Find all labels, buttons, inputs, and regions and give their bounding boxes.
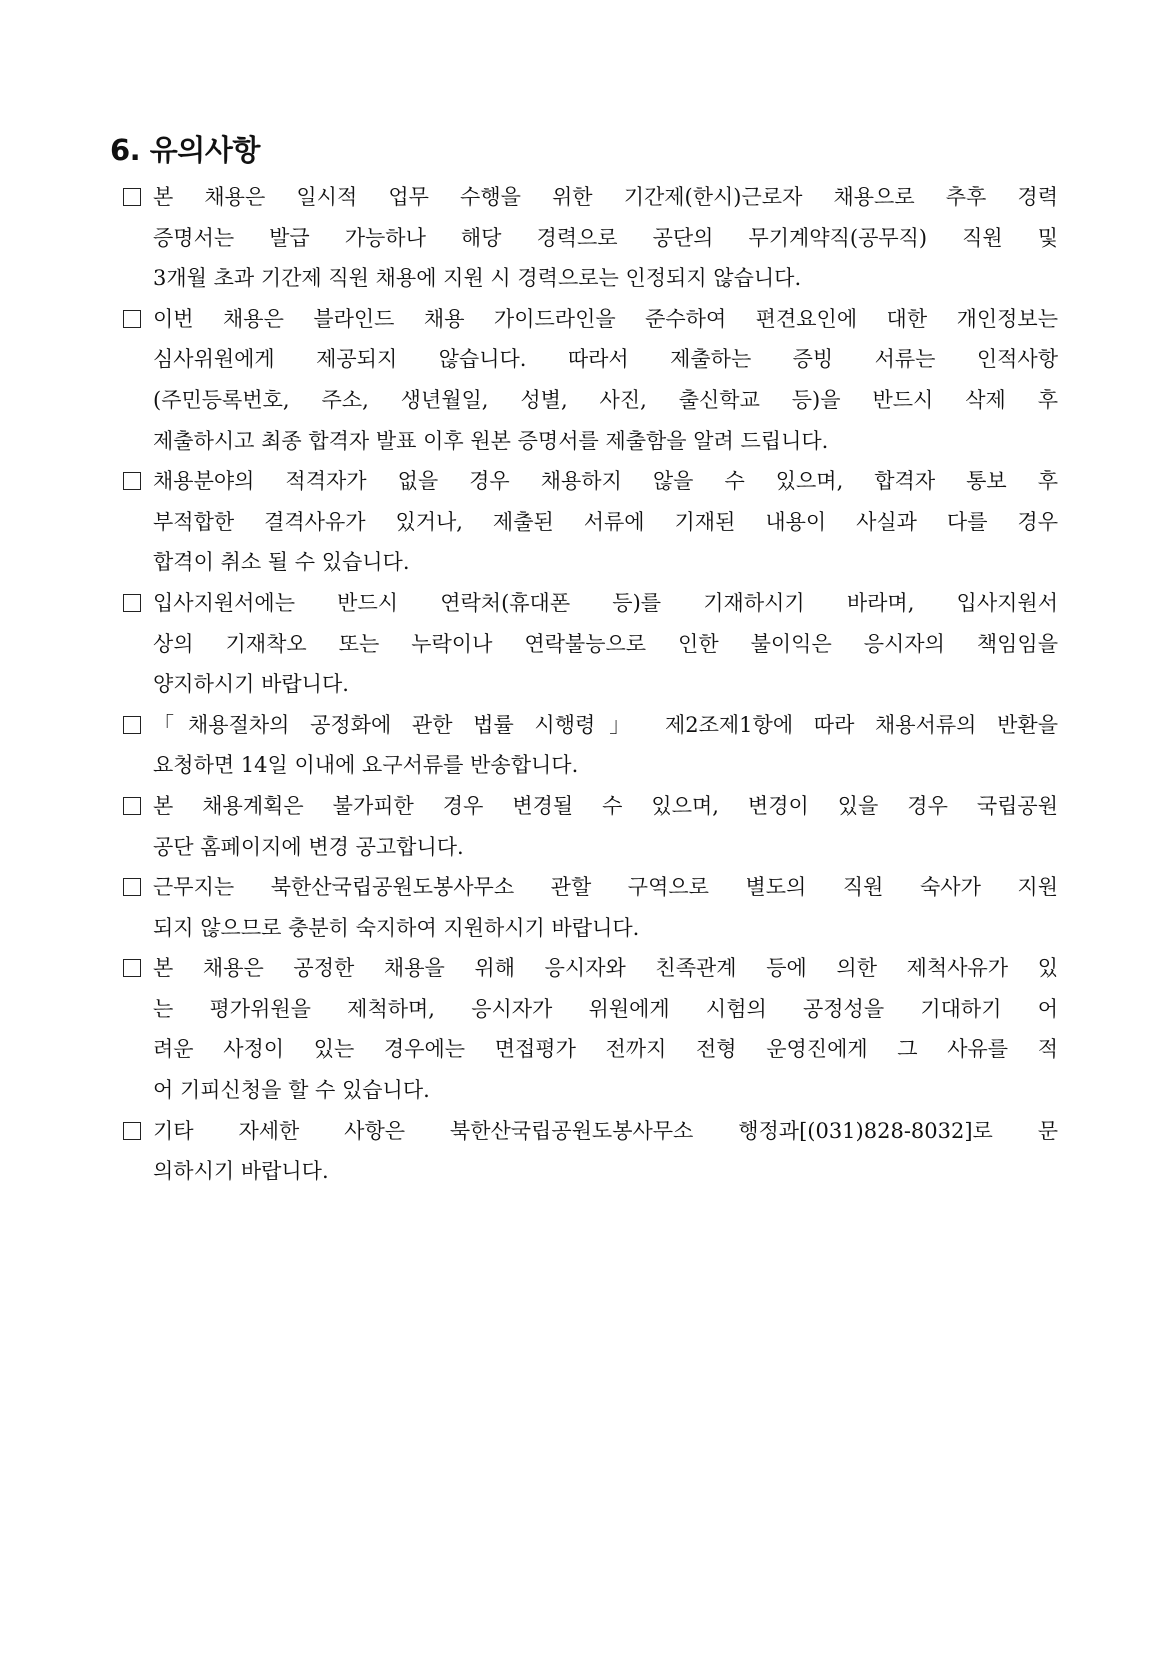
notice-line: 려운 사정이 있는 경우에는 면접평가 전까지 전형 운영진에게 그 사유를 적 (153, 1037, 1058, 1062)
notice-line: 본 채용은 일시적 업무 수행을 위한 기간제(한시)근로자 채용으로 추후 경력 (153, 185, 1058, 209)
notice-line: 부적합한 결격사유가 있거나, 제출된 서류에 기재된 내용이 사실과 다를 경우 (153, 509, 1058, 534)
notice-item-text (153, 786, 1058, 867)
notice-line: 본 채용계획은 불가피한 경우 변경될 수 있으며, 변경이 있을 경우 국립공원 (153, 793, 1058, 818)
notice-line: 근무지는 북한산국립공원도봉사무소 관할 구역으로 별도의 직원 숙사가 지원 (153, 875, 1058, 900)
notice-item-text (153, 705, 1058, 786)
notice-line: 3개월 초과 기간제 직원 채용에 지원 시 경력으로는 인정되지 않습니다. (153, 266, 802, 291)
checkbox-icon (123, 188, 141, 206)
notice-line: 는 평가위원을 제척하며, 응시자가 위원에게 시험의 공정성을 기대하기 어 (153, 996, 1058, 1021)
notice-item-text (153, 1111, 1058, 1192)
notice-item (123, 177, 1058, 299)
notice-line: 요청하면 14일 이내에 요구서류를 반송합니다. (153, 753, 579, 778)
checkbox-icon (123, 716, 141, 734)
notice-line: 의하시기 바랍니다. (153, 1159, 329, 1184)
checkbox-icon (123, 472, 141, 490)
notice-line: 되지 않으므로 충분히 숙지하여 지원하시기 바랍니다. (153, 915, 640, 940)
notice-line: 이번 채용은 블라인드 채용 가이드라인을 준수하여 편견요인에 대한 개인정보는 (153, 306, 1058, 331)
notice-item (123, 299, 1058, 461)
notice-line: 입사지원서에는 반드시 연락처(휴대폰 등)를 기재하시기 바라며, 입사지원서 (153, 590, 1058, 615)
notice-item (123, 705, 1058, 786)
notice-line: 합격이 취소 될 수 있습니다. (153, 550, 410, 575)
notice-line: 상의 기재착오 또는 누락이나 연락불능으로 인한 불이익은 응시자의 책임임을 (153, 631, 1058, 656)
notice-item (123, 461, 1058, 583)
notice-item (123, 583, 1058, 705)
notice-item (123, 1111, 1058, 1192)
notice-item (123, 786, 1058, 867)
notice-list (123, 177, 1058, 1192)
notice-item-text (153, 583, 1058, 705)
notice-line: 채용분야의 적격자가 없을 경우 채용하지 않을 수 있으며, 합격자 통보 후 (153, 469, 1058, 494)
section-heading: 6. 유의사항 (110, 133, 260, 167)
notice-item (123, 948, 1058, 1110)
notice-line: 어 기피신청을 할 수 있습니다. (153, 1078, 430, 1103)
checkbox-icon (123, 878, 141, 896)
notice-item-text (153, 867, 1058, 948)
checkbox-icon (123, 1122, 141, 1140)
notice-line: 증명서는 발급 가능하나 해당 경력으로 공단의 무기계약직(공무직) 직원 및 (153, 225, 1058, 250)
notice-line: (주민등록번호, 주소, 생년월일, 성별, 사진, 출신학교 등)을 반드시 삭제 후 (153, 387, 1058, 412)
notice-line: 본 채용은 공정한 채용을 위해 응시자와 친족관계 등에 의한 제척사유가 있 (153, 956, 1058, 981)
checkbox-icon (123, 959, 141, 977)
notice-line: 양지하시기 바랍니다. (153, 672, 349, 697)
checkbox-icon (123, 310, 141, 328)
notice-line: 기타 자세한 사항은 북한산국립공원도봉사무소 행정과[(031)828-8032]로 문 (153, 1118, 1058, 1143)
notice-item-text (153, 299, 1058, 461)
checkbox-icon (123, 797, 141, 815)
notice-item (123, 867, 1058, 948)
notice-line: 「채용절차의 공정화에 관한 법률 시행령」 제2조제1항에 따라 채용서류의 반환을 (153, 712, 1058, 737)
notice-line: 심사위원에게 제공되지 않습니다. 따라서 제출하는 증빙 서류는 인적사항 (153, 347, 1058, 372)
notice-line: 제출하시고 최종 합격자 발표 이후 원본 증명서를 제출함을 알려 드립니다. (153, 428, 829, 453)
notice-line: 공단 홈페이지에 변경 공고합니다. (153, 834, 464, 859)
notice-item-text (153, 461, 1058, 583)
notice-item-text (153, 177, 1058, 299)
checkbox-icon (123, 594, 141, 612)
notice-item-text (153, 948, 1058, 1110)
